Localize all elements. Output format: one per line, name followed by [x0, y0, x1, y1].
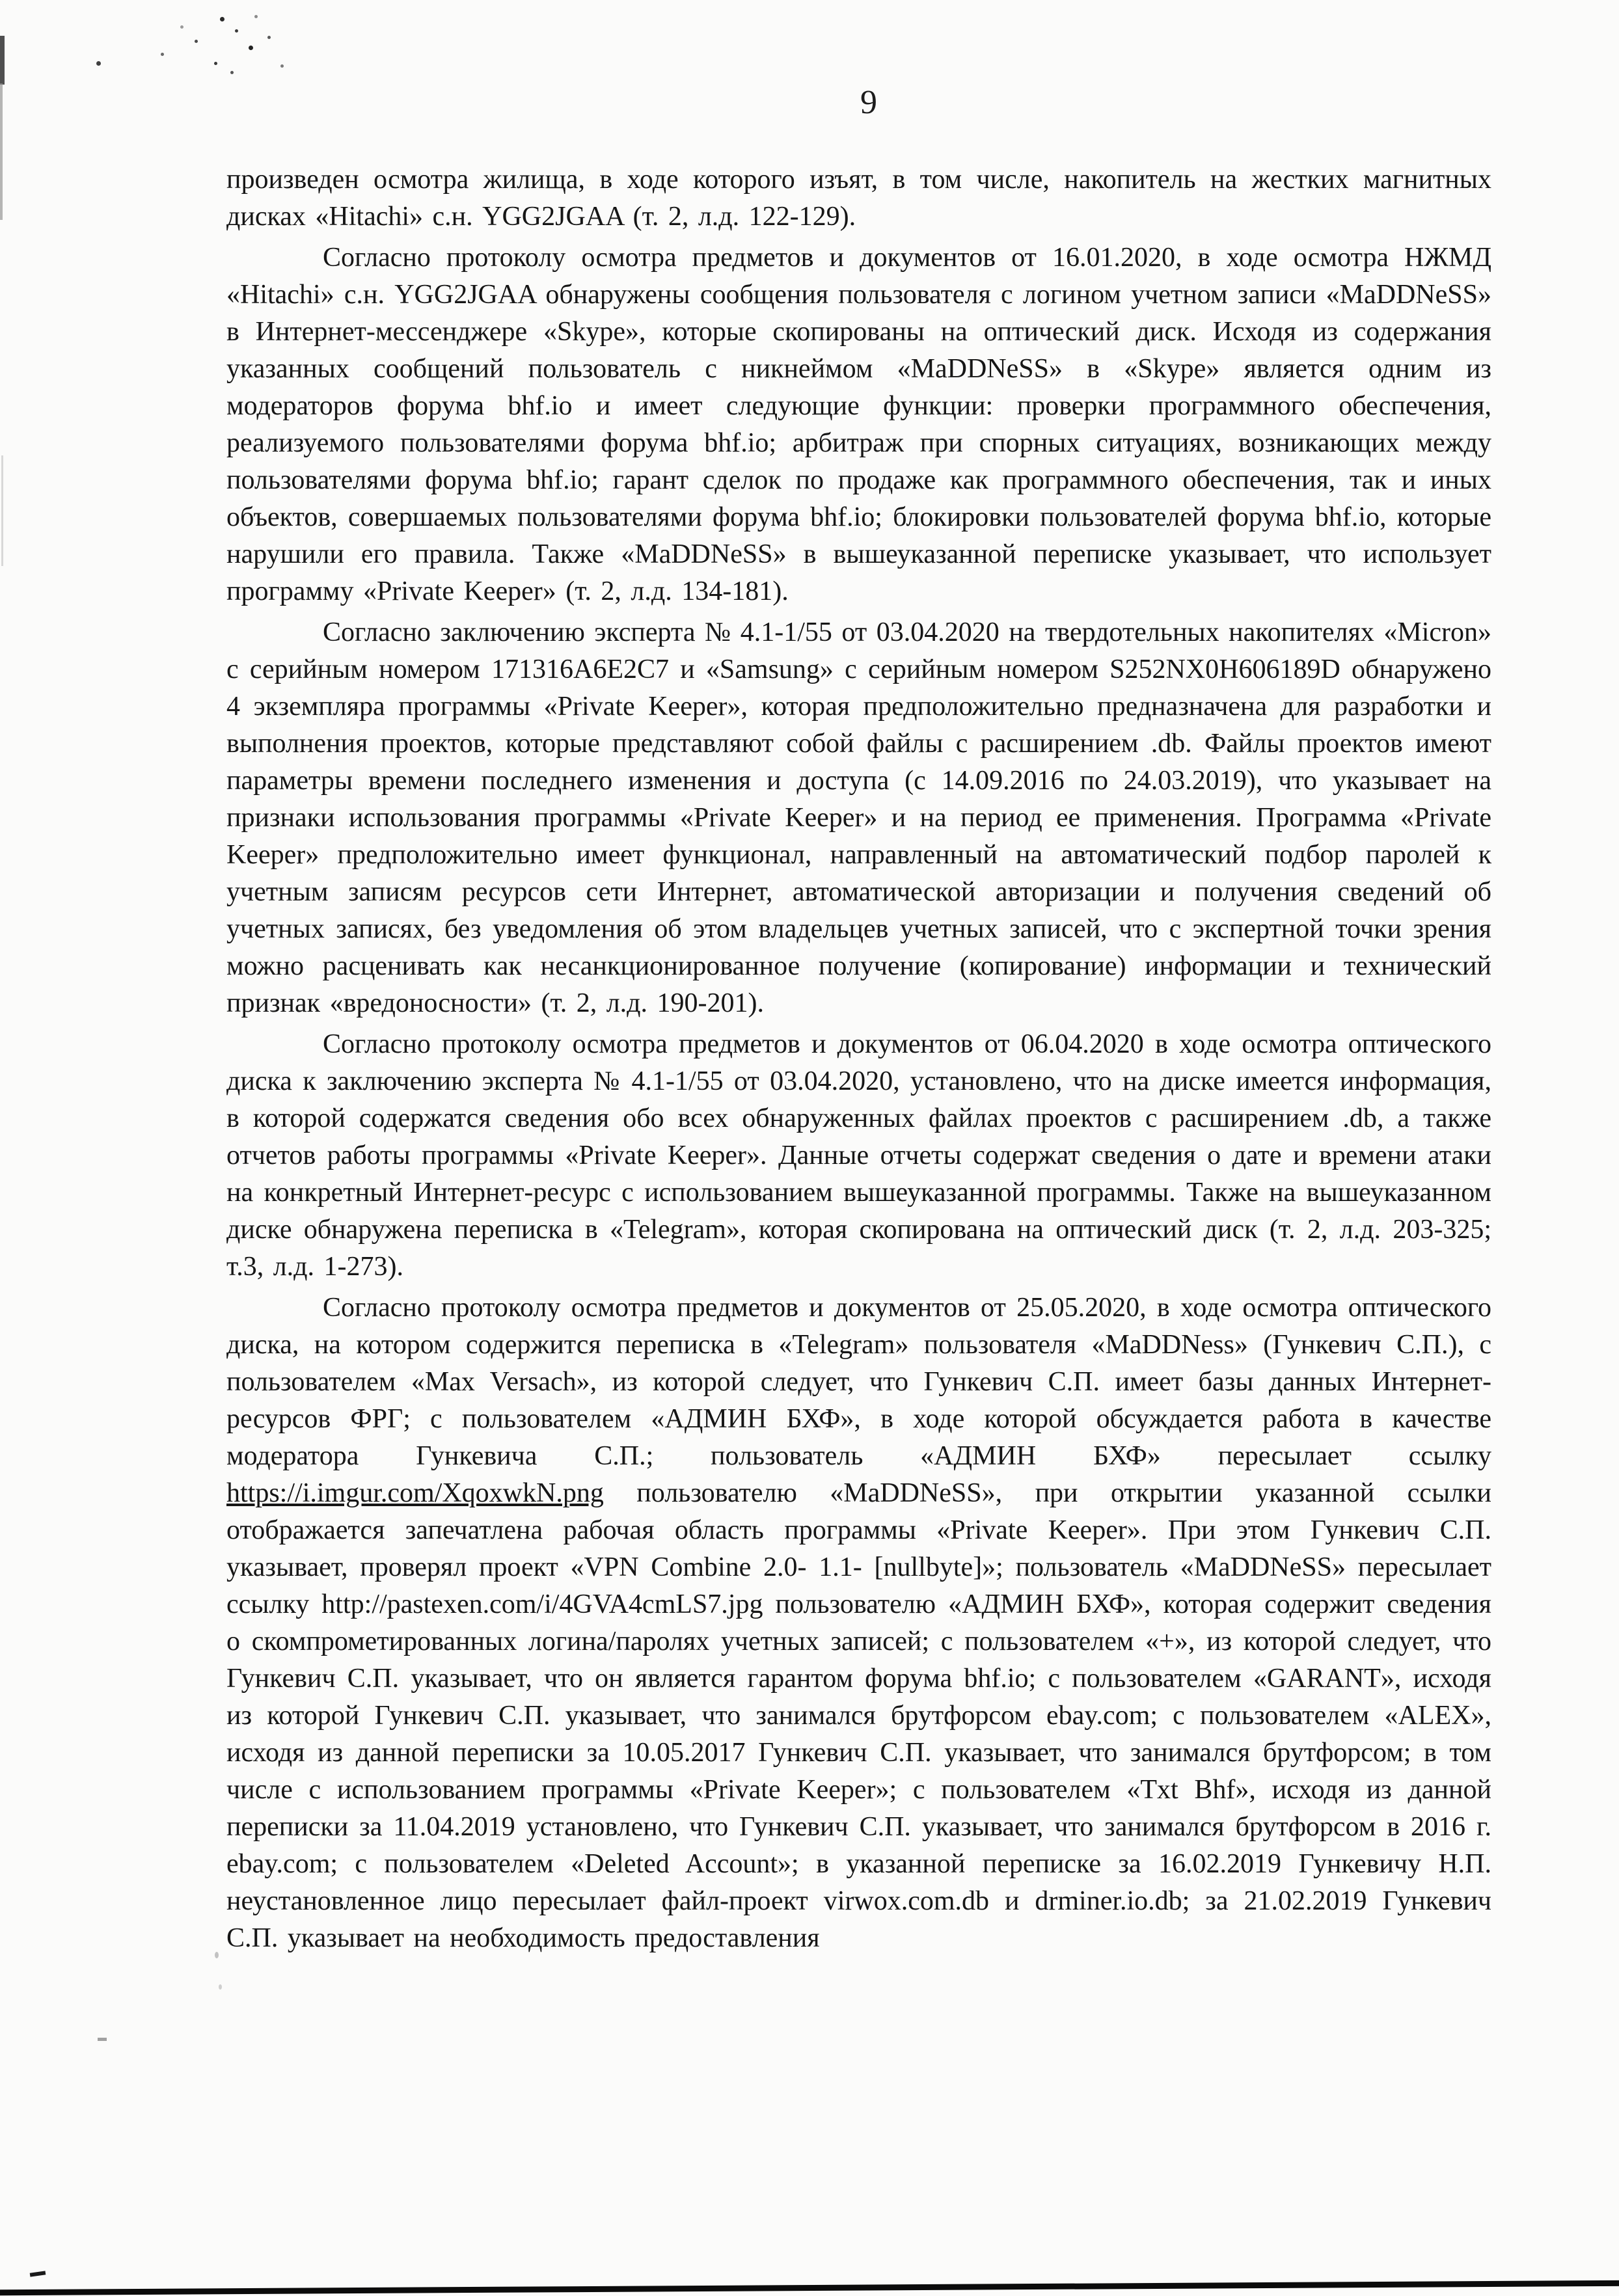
- document-body-text: [226, 161, 1491, 1961]
- scan-bottom-edge-line: [0, 2280, 1619, 2296]
- paragraph-inspection-protocol-25-05-2020: [226, 1290, 1491, 1957]
- scan-noise-speck: [215, 1952, 219, 1958]
- paragraph-inspection-protocol-16-01-2020: Согласно протоколу осмотра предметов и документов от 16.01.2020, в ходе осмотра НЖМД «Hitachi» с.н. YGG2JGAA обнаружены сообщения пользователя с логином учетном записи «MaDDNeSS» в Интернет-мессенджере «Skype», которые скопированы на оптический диск. Исходя из содержания указанных сообщений пользователь с никнеймом «MaDDNeSS» в «Skype» является одним из модераторов форума bhf.io и имеет следующие функции: проверки программного обеспечения, реализуемого пользователями форума bhf.io; арбитраж при спорных ситуациях, возникающих между пользователями форума bhf.io; гарант сделок по продаже как программного обеспечения, так и иных объектов, совершаемых пользователями форума bhf.io; блокировки пользователей форума bhf.io, которые нарушили его правила. Также «MaDDNeSS» в вышеуказанной переписке указывает, что использует программу «Private Keeper» (т. 2, л.д. 134-181).: [226, 243, 1491, 606]
- paragraph-text: пользователю «MaDDNeSS», при открытии указанной ссылки отображается запечатлена рабочая область программы «Private Keeper». При этом Гункевич С.П. указывает, проверял проект «VPN Combine 2.0- 1.1- [nullbyte]»; пользователь «MaDDNeSS» пересылает ссылку http://pastexen.com/i/4GVA4cmLS7.jpg пользователю «АДМИН БХФ», которая содержит сведения о скомпрометированных логина/паролях учетных записей; с пользователем «+», из которой следует, что Гункевич С.П. указывает, что он является гарантом форума bhf.io; с пользователем «GARANT», исходя из которой Гункевич С.П. указывает, что занимался брутфорсом ebay.com; с пользователем «ALEX», исходя из данной переписки за 10.05.2017 Гункевич С.П. указывает, что занимался брутфорсом; в том числе с использованием программы «Private Keeper»; с пользователем «Txt Bhf», исходя из данной переписки за 11.04.2019 установлено, что Гункевич С.П. указывает, что занимался брутфорсом в 2016 г. ebay.com; с пользователем «Deleted Account»; в указанной переписке за 16.02.2019 Гункевичу Н.П. неустановленное лицо пересылает файл-проект virwox.com.db и drminer.io.db; за 21.02.2019 Гункевич С.П. указывает на необходимость предоставления: [226, 1478, 1491, 1953]
- paragraph-continuation: произведен осмотра жилища, в ходе которого изъят, в том числе, накопитель на жестких магнитных дисках «Hitachi» с.н. YGG2JGAA (т. 2, л.д. 122-129).: [226, 165, 1491, 232]
- paragraph-inspection-protocol-06-04-2020: Согласно протоколу осмотра предметов и документов от 06.04.2020 в ходе осмотра оптического диска к заключению эксперта № 4.1-1/55 от 03.04.2020, установлено, что на диске имеется информация, в которой содержатся сведения обо всех обнаруженных файлах проектов с расширением .db, а также отчетов работы программы «Private Keeper». Данные отчеты содержат сведения о дате и времени атаки на конкретный Интернет-ресурс с использованием вышеуказанной программы. Также на вышеуказанном диске обнаружена переписка в «Telegram», которая скопирована на оптический диск (т. 2, л.д. 203-325; т.3, л.д. 1-273).: [226, 1029, 1491, 1282]
- scan-noise-speck: [219, 1984, 222, 1990]
- paragraph-text: Согласно протоколу осмотра предметов и документов от 25.05.2020, в ходе осмотра оптического диска, на котором содержится переписка в «Telegram» пользователя «MaDDNess» (Гункевич С.П.), с пользователем «Max Versach», из которой следует, что Гункевич С.П. имеет базы данных Интернет-ресурсов ФРГ; с пользователем «АДМИН БХФ», в ходе которой обсуждается работа в качестве модератора Гункевича С.П.; пользователь «АДМИН БХФ» пересылает ссылку: [226, 1293, 1491, 1471]
- page-number: 9: [860, 84, 877, 121]
- scan-edge-artifact: [0, 83, 3, 220]
- paragraph-expert-conclusion-4-1-1-55: Согласно заключению эксперта № 4.1-1/55 от 03.04.2020 на твердотельных накопителях «Micron» с серийным номером 171316А6Е2С7 и «Samsung» с серийным номером S252NX0H606189D обнаружено 4 экземпляра программы «Private Keeper», которая предположительно предназначена для разработки и выполнения проектов, которые представляют собой файлы с расширением .db. Файлы проектов имеют параметры времени последнего изменения и доступа (с 14.09.2016 по 24.03.2019), что указывает на признаки использования программы «Private Keeper» и на период ее применения. Программа «Private Keeper» предположительно имеет функционал, направленный на автоматический подбор паролей к учетным записям ресурсов сети Интернет, автоматической авторизации и получения сведений об учетных записях, без уведомления об этом владельцев учетных записей, что с экспертной точки зрения можно расценивать как несанкционированное получение (копирование) информации и технический признак «вредоносности» (т. 2, л.д. 190-201).: [226, 617, 1491, 1018]
- scan-edge-artifact: [0, 36, 5, 85]
- scan-noise-speckles: [0, 0, 2, 2]
- scan-noise-dash: [98, 2038, 107, 2041]
- scan-edge-artifact: [1, 455, 3, 566]
- scan-bottom-tick-mark: [30, 2271, 46, 2276]
- imgur-link-text: https://i.imgur.com/XqoxwkN.png: [226, 1478, 604, 1508]
